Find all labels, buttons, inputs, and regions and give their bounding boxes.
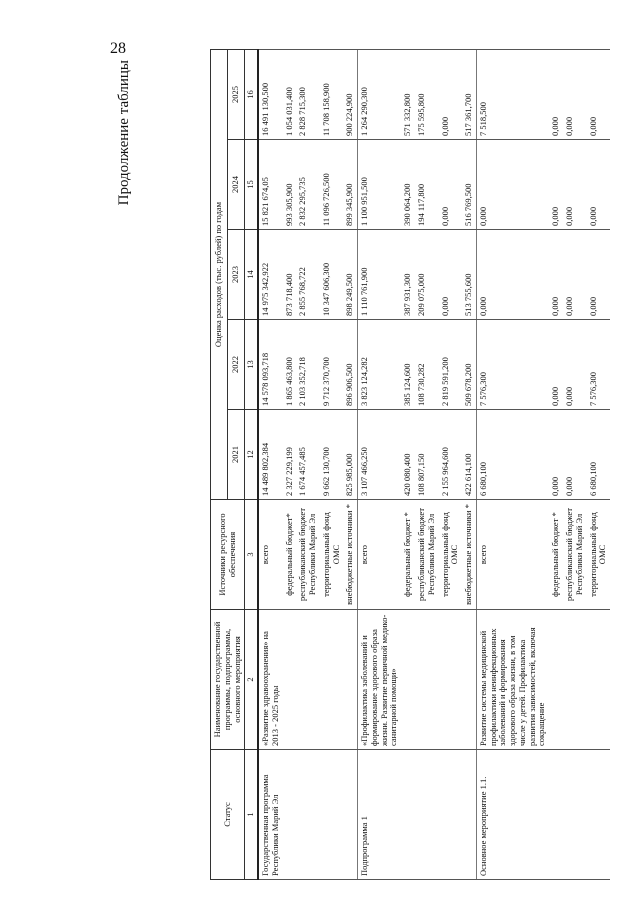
source-cell: республиканский бюджет Республики Марий Эл xyxy=(296,500,320,610)
value-cell: 3 823 124,282 xyxy=(358,320,402,410)
table-row xyxy=(439,50,463,880)
value-cell: 194 117,800 xyxy=(415,140,439,230)
status-cell xyxy=(296,750,320,880)
value-cell: 385 124,600 xyxy=(401,320,415,410)
status-cell xyxy=(401,750,415,880)
status-cell xyxy=(320,750,344,880)
column-number: 12 xyxy=(245,410,258,500)
source-cell: всего xyxy=(358,500,402,610)
header-source: Источники ресурсного обеспечения xyxy=(211,500,245,610)
value-cell: 7 518,500 xyxy=(476,50,549,140)
source-cell: территориальный фонд ОМС xyxy=(439,500,463,610)
source-cell: республиканский бюджет Республики Марий Эл xyxy=(563,500,587,610)
column-number: 14 xyxy=(245,230,258,320)
value-cell: 387 931,300 xyxy=(401,230,415,320)
source-cell: территориальный фонд ОМС xyxy=(587,500,611,610)
value-cell: 1 054 031,400 xyxy=(283,50,297,140)
program-name-cell: «Развитие здравоохранения» на 2013 - 2025 годы xyxy=(258,610,283,750)
value-cell: 7 576,300 xyxy=(476,320,549,410)
column-number: 15 xyxy=(245,140,258,230)
value-cell: 900 224,900 xyxy=(343,50,357,140)
value-cell: 10 347 606,300 xyxy=(320,230,344,320)
column-number: 13 xyxy=(245,320,258,410)
table-body xyxy=(258,50,610,880)
value-cell: 108 730,282 xyxy=(415,320,439,410)
budget-table xyxy=(210,49,610,880)
source-cell: федеральный бюджет * xyxy=(549,500,563,610)
program-name-cell xyxy=(549,610,563,750)
value-cell: 14 578 093,718 xyxy=(258,320,283,410)
value-cell: 420 080,400 xyxy=(401,410,415,500)
value-cell: 15 821 674,05 xyxy=(258,140,283,230)
table-row xyxy=(462,50,476,880)
value-cell: 0,000 xyxy=(476,140,549,230)
value-cell: 873 718,400 xyxy=(283,230,297,320)
value-cell: 0,000 xyxy=(439,230,463,320)
table-row xyxy=(563,50,587,880)
value-cell: 3 107 466,250 xyxy=(358,410,402,500)
value-cell: 516 769,500 xyxy=(462,140,476,230)
table-row xyxy=(296,50,320,880)
value-cell: 0,000 xyxy=(587,50,611,140)
continuation-title: Продолжение таблицы xyxy=(116,60,132,206)
program-name-cell xyxy=(462,610,476,750)
value-cell: 6 680,100 xyxy=(476,410,549,500)
source-cell: всего xyxy=(258,500,283,610)
program-name-cell: «Профилактика заболеваний и формирование здорового образа жизни. Развитие первичной медико-санитарной помощи» xyxy=(358,610,402,750)
value-cell: 0,000 xyxy=(549,50,563,140)
status-cell: Основное мероприятие 1.1. xyxy=(476,750,549,880)
source-cell: всего xyxy=(476,500,549,610)
program-name-cell: Развитие системы медицинской профилактики неинфекционных заболеваний и формирования здорового образа жизни, в том числе у детей. Профилактика развития зависимостей, включая сокращение xyxy=(476,610,549,750)
column-number: 3 xyxy=(245,500,258,610)
source-cell: республиканский бюджет Республики Марий Эл xyxy=(415,500,439,610)
value-cell: 2 327 229,199 xyxy=(283,410,297,500)
status-cell xyxy=(549,750,563,880)
header-year: 2024 xyxy=(228,140,245,230)
program-name-cell xyxy=(283,610,297,750)
table-row xyxy=(343,50,357,880)
table-row xyxy=(358,50,402,880)
table-row xyxy=(415,50,439,880)
program-name-cell xyxy=(415,610,439,750)
source-cell: внебюджетные источники * xyxy=(343,500,357,610)
value-cell: 0,000 xyxy=(587,140,611,230)
status-cell xyxy=(415,750,439,880)
status-cell xyxy=(283,750,297,880)
table-row xyxy=(258,50,283,880)
program-name-cell xyxy=(439,610,463,750)
value-cell: 209 075,000 xyxy=(415,230,439,320)
table-row xyxy=(549,50,563,880)
value-cell: 14 975 342,922 xyxy=(258,230,283,320)
source-cell: федеральный бюджет* xyxy=(283,500,297,610)
column-number: 16 xyxy=(245,50,258,140)
value-cell: 0,000 xyxy=(549,140,563,230)
value-cell: 1 100 951,500 xyxy=(358,140,402,230)
column-numbers-row xyxy=(245,50,258,880)
header-expense-group: Оценка расходов (тыс. рублей) по годам xyxy=(211,50,228,500)
value-cell: 1 264 290,300 xyxy=(358,50,402,140)
value-cell: 6 680,100 xyxy=(587,410,611,500)
value-cell: 0,000 xyxy=(549,320,563,410)
value-cell: 0,000 xyxy=(439,50,463,140)
value-cell: 0,000 xyxy=(549,410,563,500)
budget-table-container xyxy=(210,50,630,880)
program-name-cell xyxy=(343,610,357,750)
value-cell: 2 855 768,722 xyxy=(296,230,320,320)
value-cell: 390 064,200 xyxy=(401,140,415,230)
status-cell xyxy=(439,750,463,880)
value-cell: 2 832 295,735 xyxy=(296,140,320,230)
value-cell: 422 614,100 xyxy=(462,410,476,500)
value-cell: 2 103 352,718 xyxy=(296,320,320,410)
table-row xyxy=(320,50,344,880)
value-cell: 2 828 715,300 xyxy=(296,50,320,140)
value-cell: 509 678,200 xyxy=(462,320,476,410)
header-status: Статус xyxy=(211,750,245,880)
program-name-cell xyxy=(587,610,611,750)
value-cell: 0,000 xyxy=(587,230,611,320)
column-number: 1 xyxy=(245,750,258,880)
value-cell: 0,000 xyxy=(563,140,587,230)
value-cell: 2 155 964,600 xyxy=(439,410,463,500)
value-cell: 896 906,500 xyxy=(343,320,357,410)
page-number: 28 xyxy=(110,40,126,57)
status-cell xyxy=(563,750,587,880)
source-cell: федеральный бюджет * xyxy=(401,500,415,610)
source-cell: территориальный фонд ОМС xyxy=(320,500,344,610)
value-cell: 9 712 370,700 xyxy=(320,320,344,410)
header-year: 2021 xyxy=(228,410,245,500)
status-cell: Подпрограмма 1 xyxy=(358,750,402,880)
table-row xyxy=(587,50,611,880)
program-name-cell xyxy=(320,610,344,750)
header-year: 2023 xyxy=(228,230,245,320)
header-year: 2025 xyxy=(228,50,245,140)
table-row xyxy=(476,50,549,880)
status-cell xyxy=(343,750,357,880)
value-cell: 0,000 xyxy=(563,410,587,500)
value-cell: 0,000 xyxy=(563,230,587,320)
value-cell: 11 708 158,900 xyxy=(320,50,344,140)
column-number: 2 xyxy=(245,610,258,750)
program-name-cell xyxy=(296,610,320,750)
table-row xyxy=(401,50,415,880)
value-cell: 517 361,700 xyxy=(462,50,476,140)
value-cell: 1 110 761,900 xyxy=(358,230,402,320)
value-cell: 898 249,500 xyxy=(343,230,357,320)
program-name-cell xyxy=(401,610,415,750)
value-cell: 825 985,000 xyxy=(343,410,357,500)
value-cell: 14 489 802,384 xyxy=(258,410,283,500)
value-cell: 1 674 457,485 xyxy=(296,410,320,500)
value-cell: 7 576,300 xyxy=(587,320,611,410)
header-year: 2022 xyxy=(228,320,245,410)
value-cell: 0,000 xyxy=(549,230,563,320)
value-cell: 11 096 726,500 xyxy=(320,140,344,230)
value-cell: 16 491 130,500 xyxy=(258,50,283,140)
value-cell: 108 807,150 xyxy=(415,410,439,500)
value-cell: 0,000 xyxy=(439,140,463,230)
value-cell: 175 595,800 xyxy=(415,50,439,140)
status-cell xyxy=(587,750,611,880)
value-cell: 993 305,900 xyxy=(283,140,297,230)
value-cell: 2 819 591,200 xyxy=(439,320,463,410)
header-row-1 xyxy=(211,50,228,880)
table-row xyxy=(283,50,297,880)
value-cell: 513 755,600 xyxy=(462,230,476,320)
value-cell: 0,000 xyxy=(563,50,587,140)
header-name: Наименование государственной программы, подпрограммы, основного мероприятия xyxy=(211,610,245,750)
status-cell: Государственная программа Республики Марий Эл xyxy=(258,750,283,880)
value-cell: 571 332,800 xyxy=(401,50,415,140)
value-cell: 9 662 130,700 xyxy=(320,410,344,500)
value-cell: 899 345,900 xyxy=(343,140,357,230)
program-name-cell xyxy=(563,610,587,750)
value-cell: 1 865 463,800 xyxy=(283,320,297,410)
value-cell: 0,000 xyxy=(476,230,549,320)
value-cell: 0,000 xyxy=(563,320,587,410)
source-cell: внебюджетные источники * xyxy=(462,500,476,610)
status-cell xyxy=(462,750,476,880)
